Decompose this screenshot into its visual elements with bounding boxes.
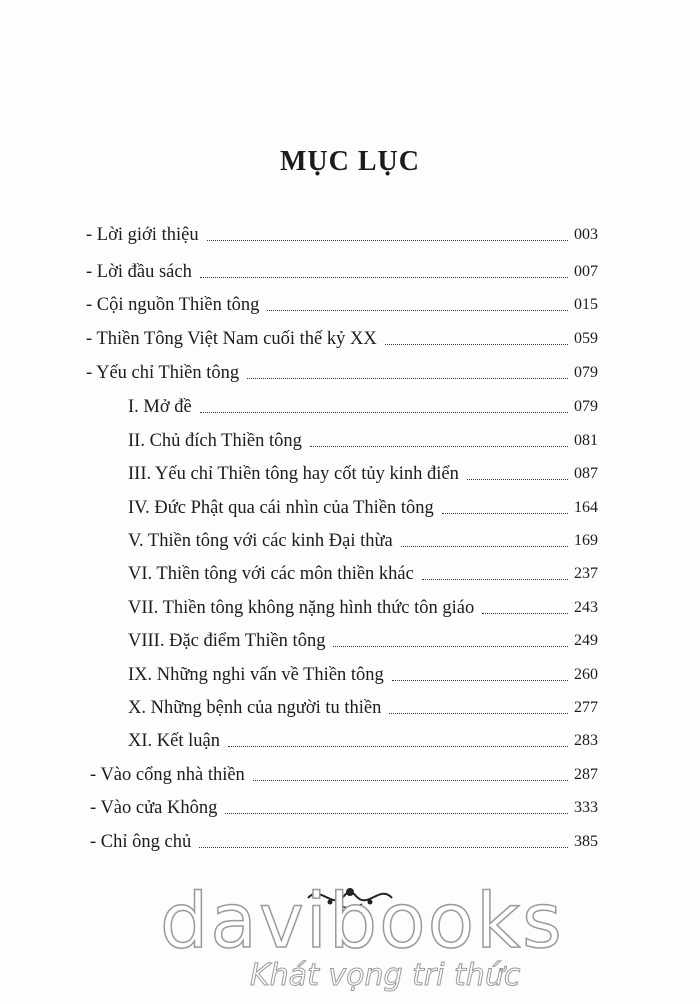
toc-entry-page: 169 (574, 532, 598, 549)
toc-entry-page: 243 (574, 599, 598, 616)
toc-subentry (128, 390, 598, 418)
page-title: MỤC LỤC (280, 146, 420, 177)
dot-leader (422, 579, 568, 580)
toc-subentry (128, 457, 598, 485)
toc-entry (86, 218, 598, 246)
dot-leader (207, 240, 568, 241)
toc-entry (90, 791, 598, 819)
toc-entry-label: - Vào cửa Không (90, 798, 218, 818)
toc-entry (90, 825, 598, 853)
toc-entry-page: 237 (574, 565, 598, 582)
toc-entry-page: 003 (574, 226, 598, 243)
toc-entry (86, 255, 598, 283)
toc-entry-label: V. Thiền tông với các kinh Đại thừa (128, 531, 393, 551)
toc-entry (86, 288, 598, 316)
toc-entry (90, 758, 598, 786)
toc-entry-label: - Chỉ ông chủ (90, 832, 192, 852)
toc-subentry (128, 691, 598, 719)
toc-entry-label: - Cội nguồn Thiền tông (86, 295, 260, 315)
toc-entry-page: 249 (574, 632, 598, 649)
toc-entry-page: 087 (574, 465, 598, 482)
toc-entry-page: 081 (574, 432, 598, 449)
toc-entry-label: - Thiền Tông Việt Nam cuối thế kỷ XX (86, 329, 377, 349)
toc-entry-label: X. Những bệnh của người tu thiền (128, 698, 382, 718)
dot-leader (442, 513, 568, 514)
toc-entry-label: VI. Thiền tông với các môn thiền khác (128, 564, 414, 584)
dot-leader (482, 613, 568, 614)
toc-entry-label: - Yếu chỉ Thiền tông (86, 363, 240, 383)
toc-subentry (128, 491, 598, 519)
toc-entry-label: - Lời giới thiệu (86, 225, 199, 245)
toc-entry-label: IX. Những nghi vấn về Thiền tông (128, 665, 384, 685)
dot-leader (401, 546, 568, 547)
watermark-brand: davibooks (160, 876, 564, 965)
toc-entry-label: III. Yếu chỉ Thiền tông hay cốt tủy kinh điển (128, 464, 459, 484)
toc-entry-page: 015 (574, 296, 598, 313)
toc-entry-page: 260 (574, 666, 598, 683)
dot-leader (310, 446, 568, 447)
dot-leader (247, 378, 568, 379)
dot-leader (267, 310, 568, 311)
toc-entry-label: II. Chủ đích Thiền tông (128, 431, 302, 451)
toc-entry-page: 079 (574, 364, 598, 381)
toc-entry-page: 007 (574, 263, 598, 280)
toc-entry-page: 059 (574, 330, 598, 347)
dot-leader (200, 412, 568, 413)
toc-entry-label: - Lời đầu sách (86, 262, 192, 282)
dot-leader (389, 713, 568, 714)
toc-entry-label: VII. Thiền tông không nặng hình thức tôn giáo (128, 598, 475, 618)
toc-entry (86, 356, 598, 384)
toc-subentry (128, 591, 598, 619)
toc-entry-page: 385 (574, 833, 598, 850)
toc-subentry (128, 557, 598, 585)
dot-leader (225, 813, 568, 814)
toc-entry-page: 079 (574, 398, 598, 415)
toc-entry-page: 164 (574, 499, 598, 516)
toc-entry-label: I. Mở đề (128, 397, 192, 417)
dot-leader (467, 479, 568, 480)
toc-entry-label: IV. Đức Phật qua cái nhìn của Thiền tông (128, 498, 434, 518)
toc-entry-label: - Vào cổng nhà thiền (90, 765, 245, 785)
toc-entry-page: 333 (574, 799, 598, 816)
dot-leader (333, 646, 568, 647)
dot-leader (200, 277, 568, 278)
toc-entry-label: XI. Kết luận (128, 731, 220, 751)
toc-entry-page: 283 (574, 732, 598, 749)
toc-entry-label: VIII. Đặc điểm Thiền tông (128, 631, 326, 651)
toc-subentry (128, 424, 598, 452)
toc-entry (86, 322, 598, 350)
dot-leader (228, 746, 568, 747)
toc-subentry (128, 658, 598, 686)
dot-leader (392, 680, 568, 681)
toc-subentry (128, 724, 598, 752)
toc-entry-page: 287 (574, 766, 598, 783)
watermark-tagline: Khát vọng tri thức (250, 958, 521, 993)
toc-entry-page: 277 (574, 699, 598, 716)
toc-subentry (128, 624, 598, 652)
dot-leader (199, 847, 568, 848)
toc-subentry (128, 524, 598, 552)
dot-leader (253, 780, 568, 781)
dot-leader (385, 344, 568, 345)
